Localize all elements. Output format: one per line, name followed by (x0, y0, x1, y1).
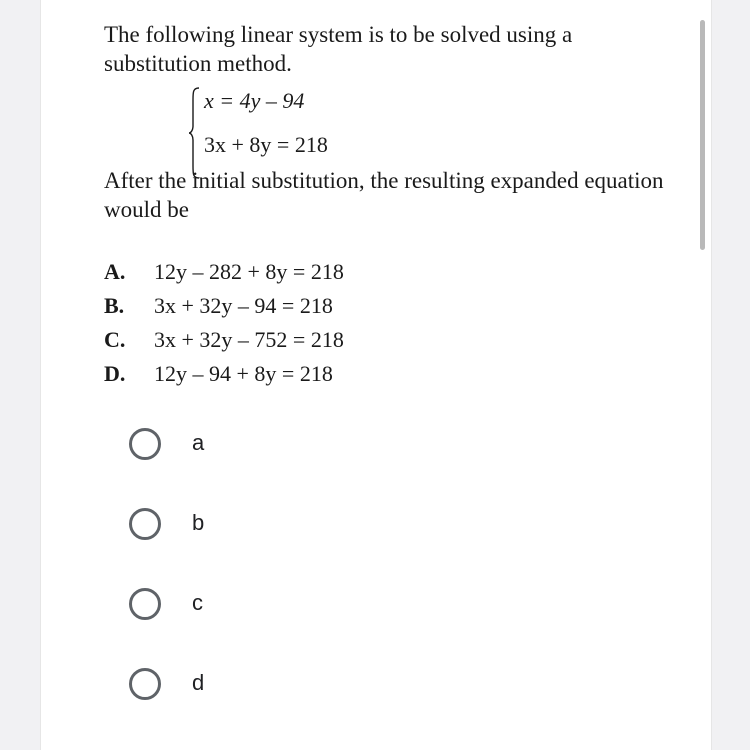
option-a (104, 255, 664, 289)
system-equation-2: 3x + 8y = 218 (204, 132, 328, 157)
choice-label[interactable]: d (192, 670, 205, 695)
answer-options (104, 255, 664, 391)
option-expression: 12y – 94 + 8y = 218 (154, 361, 333, 386)
system-equation-1: x = 4y – 94 (204, 88, 305, 113)
radio-button-icon[interactable] (129, 428, 161, 460)
option-letter: D. (104, 361, 126, 386)
option-expression: 12y – 282 + 8y = 218 (154, 259, 344, 284)
option-b (104, 289, 664, 323)
option-c (104, 323, 664, 357)
choice-c[interactable] (129, 588, 329, 628)
option-expression: 3x + 32y – 752 = 218 (154, 327, 344, 352)
choice-label[interactable]: a (192, 430, 205, 455)
question-intro: The following linear system is to be solved using a substitution method. (104, 22, 573, 76)
question-block (104, 20, 664, 386)
scrollbar[interactable] (700, 20, 705, 250)
question-prompt: After the initial substitution, the resulting expanded equation would be (104, 168, 664, 222)
radio-button-icon[interactable] (129, 588, 161, 620)
choice-a[interactable] (129, 428, 329, 468)
choice-label[interactable]: c (192, 590, 203, 615)
choice-b[interactable] (129, 508, 329, 548)
question-card (40, 0, 712, 750)
option-letter: C. (104, 327, 126, 352)
radio-button-icon[interactable] (129, 668, 161, 700)
option-letter: B. (104, 293, 125, 318)
option-letter: A. (104, 259, 126, 284)
option-d (104, 357, 664, 391)
radio-button-icon[interactable] (129, 508, 161, 540)
option-expression: 3x + 32y – 94 = 218 (154, 293, 333, 318)
choice-label[interactable]: b (192, 510, 205, 535)
choice-d[interactable] (129, 668, 329, 708)
